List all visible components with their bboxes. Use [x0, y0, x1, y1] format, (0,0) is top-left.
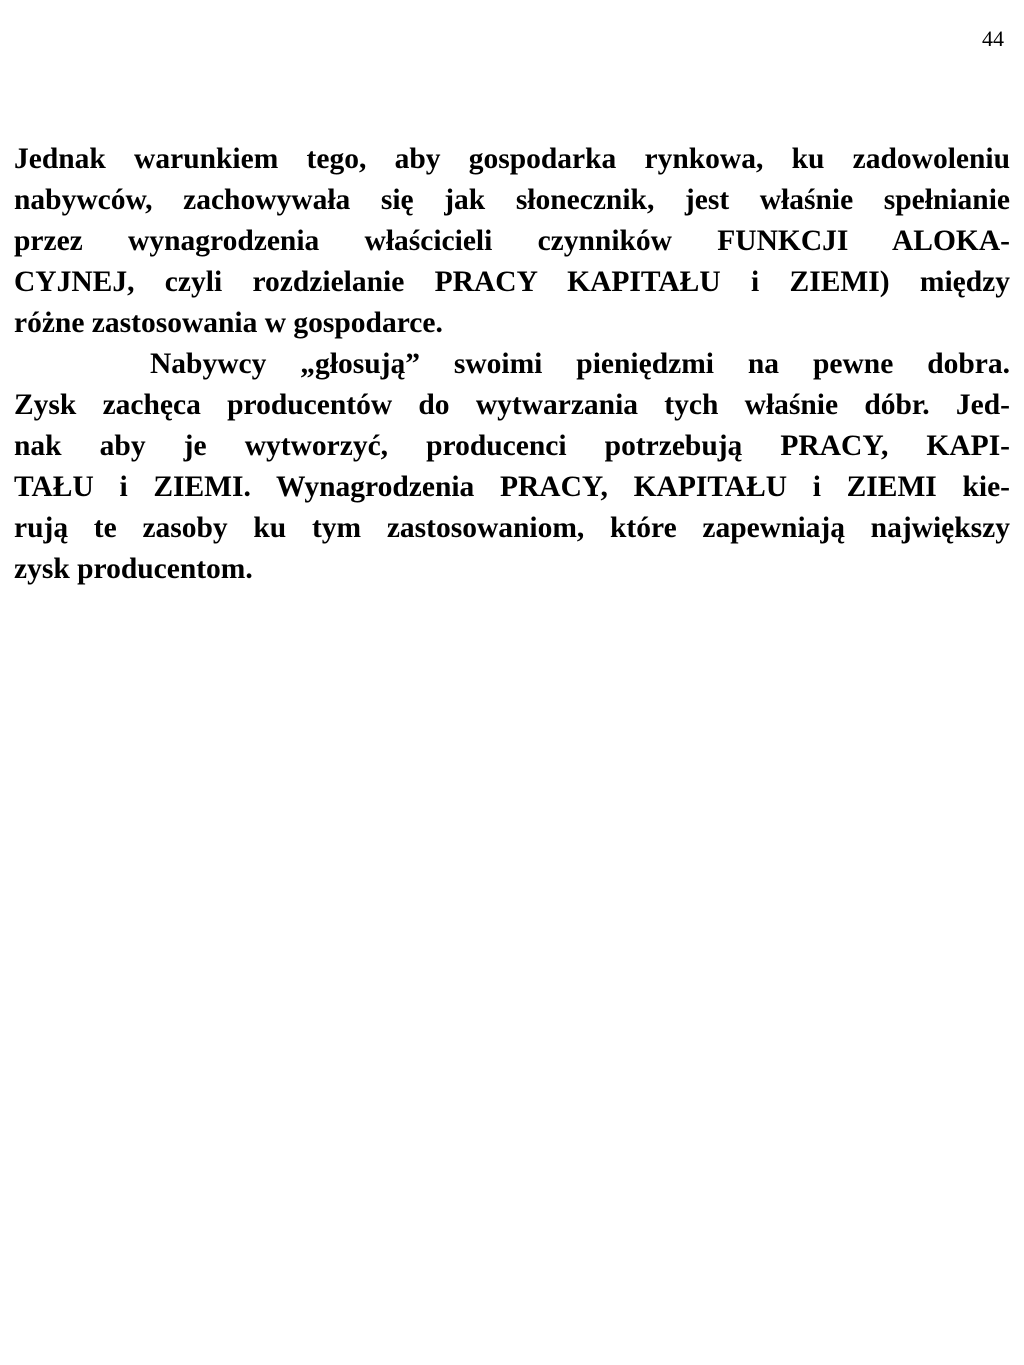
- text-line: Nabywcy „głosują” swoimi pieniędzmi na pewne dobra.: [150, 348, 1010, 380]
- text-line: różne zastosowania w gospodarce.: [14, 307, 443, 339]
- text-line: nabywców, zachowywała się jak słonecznik, jest właśnie spełnianie: [14, 184, 1010, 216]
- document-body: [14, 139, 1010, 590]
- text-line: przez wynagrodzenia właścicieli czynników FUNKCJI ALOKA-: [14, 225, 1010, 257]
- text-line: CYJNEJ, czyli rozdzielanie PRACY KAPITAŁU i ZIEMI) między: [14, 266, 1010, 298]
- text-line: Jednak warunkiem tego, aby gospodarka rynkowa, ku zadowoleniu: [14, 143, 1010, 175]
- text-line: nak aby je wytworzyć, producenci potrzebują PRACY, KAPI-: [14, 430, 1010, 462]
- paragraph-1: [14, 139, 1010, 344]
- text-line: zysk producentom.: [14, 553, 253, 585]
- text-line: Zysk zachęca producentów do wytwarzania tych właśnie dóbr. Jed-: [14, 389, 1010, 421]
- text-line: TAŁU i ZIEMI. Wynagrodzenia PRACY, KAPITAŁU i ZIEMI kie-: [14, 471, 1010, 503]
- paragraph-2: [14, 344, 1010, 590]
- text-line: rują te zasoby ku tym zastosowaniom, które zapewniają największy: [14, 512, 1010, 544]
- page-number: 44: [982, 26, 1004, 51]
